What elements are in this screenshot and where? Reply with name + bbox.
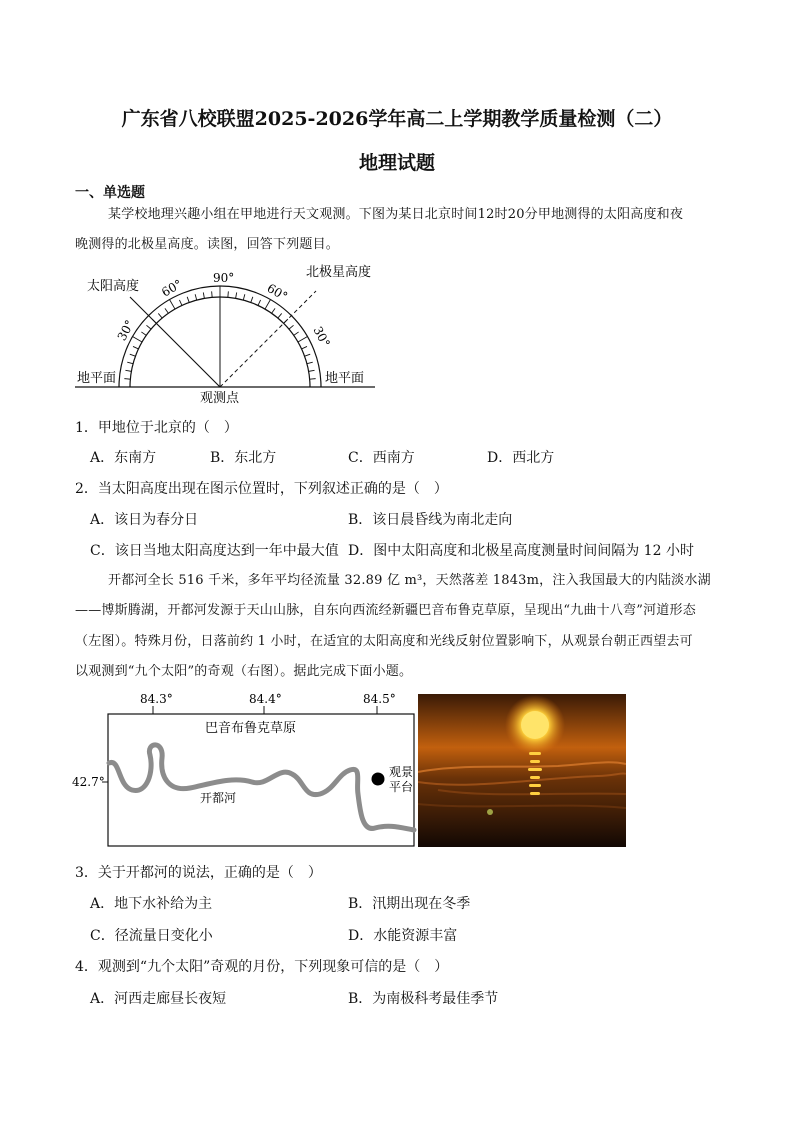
q2-option-d[interactable]: D．图中太阳高度和北极星高度测量时间间隔为 12 小时 <box>348 543 694 559</box>
intro2-line3: （左图）。特殊月份，日落前约 1 小时，在适宜的太阳高度和光线反射位置影响下，从观景台朝正西望去可 <box>75 634 693 649</box>
arc-tick <box>179 300 182 305</box>
arc-tick <box>170 300 176 310</box>
q2-option-c[interactable]: C．该日当地太阳高度达到一年中最大值 <box>90 543 339 559</box>
deg-30-left-label: 30° <box>114 317 138 343</box>
kaidu-river-map <box>72 690 418 850</box>
nine-suns-photo <box>418 694 626 847</box>
sun <box>521 711 549 739</box>
sun-altitude-label: 太阳高度 <box>87 279 140 294</box>
arc-tick <box>309 370 315 371</box>
arc-tick <box>265 300 271 310</box>
q1-option-a[interactable]: A．东南方 <box>90 450 157 466</box>
horizon-left-label: 地平面 <box>77 371 117 386</box>
arc-tick <box>251 297 253 303</box>
q4-stem: 4．观测到“九个太阳”奇观的月份，下列现象可信的是（ ） <box>75 959 449 975</box>
q3-option-a[interactable]: A．地下水补给为主 <box>90 896 213 912</box>
arc-tick <box>272 308 275 313</box>
q2-stem: 2．当太阳高度出现在图示位置时，下列叙述正确的是（ ） <box>75 481 448 497</box>
arc-tick <box>294 332 299 335</box>
q4-option-b[interactable]: B．为南极科考最佳季节 <box>348 991 499 1007</box>
arc-tick <box>125 370 131 371</box>
q1-stem: 1．甲地位于北京的（ ） <box>75 420 238 436</box>
arc-tick <box>158 313 162 318</box>
arc-tick <box>146 325 151 329</box>
page-title: 广东省八校联盟2025-2026学年高二上学期教学质量检测（二） <box>121 108 673 130</box>
river-label: 开都河 <box>200 791 237 805</box>
lon-84-5-label: 84.5° <box>363 692 396 706</box>
arc-tick <box>236 292 237 298</box>
deg-90-label: 90° <box>213 271 235 285</box>
arc-tick <box>124 379 130 380</box>
intro2-line2: ——博斯腾湖，开都河发源于天山山脉，自东向西流经新疆巴音布鲁克草原，呈现出“九曲十八弯”河道形态 <box>75 603 696 618</box>
q2-option-a[interactable]: A．该日为春分日 <box>90 512 199 528</box>
q4-option-a[interactable]: A．河西走廊昼长夜短 <box>90 991 227 1007</box>
arc-tick <box>310 379 316 380</box>
grassland-label: 巴音布鲁克草原 <box>205 721 297 736</box>
deg-60-left-label: 60° <box>159 276 185 300</box>
arc-tick <box>305 354 311 356</box>
section-heading: 一、单选题 <box>75 185 145 201</box>
page-subtitle: 地理试题 <box>358 152 435 174</box>
lon-84-4-label: 84.4° <box>249 692 282 706</box>
intro1-line1: 某学校地理兴趣小组在甲地进行天文观测。下图为某日北京时间12时20分甲地测得的太阳高度和夜 <box>108 207 684 222</box>
polaris-label: 北极星高度 <box>306 265 372 280</box>
arc-tick <box>228 291 229 297</box>
horizon-right-label: 地平面 <box>325 371 365 386</box>
observer-label: 观测点 <box>200 391 240 406</box>
arc-tick <box>130 354 136 356</box>
platform-label-1: 观景 <box>389 765 414 779</box>
intro2-line1: 开都河全长 516 千米，多年平均径流量 32.89 亿 m³，天然落差 1843m，注入我国最大的内陆淡水湖 <box>108 573 711 588</box>
arc-tick <box>195 294 197 300</box>
arc-tick <box>302 346 307 349</box>
arc-tick <box>258 300 261 305</box>
q1-option-d[interactable]: D．西北方 <box>487 450 555 466</box>
q3-stem: 3．关于开都河的说法，正确的是（ ） <box>75 865 322 881</box>
deg-30-right-label: 30° <box>310 324 333 350</box>
arc-tick <box>133 337 143 343</box>
q3-option-c[interactable]: C．径流量日变化小 <box>90 928 213 944</box>
arc-tick <box>289 325 294 329</box>
deg-60-right-label: 60° <box>264 280 291 304</box>
q1-option-b[interactable]: B．东北方 <box>210 450 277 466</box>
intro1-line2: 晚测得的北极星高度。读图，回答下列题目。 <box>75 237 340 252</box>
arc-tick <box>127 362 133 364</box>
arc-tick <box>212 291 213 297</box>
arc-tick <box>133 346 138 349</box>
sun-altitude-line <box>130 297 220 387</box>
arc-tick <box>203 292 204 298</box>
q1-option-c[interactable]: C．西南方 <box>348 450 415 466</box>
arc-tick <box>141 332 146 335</box>
lat-42-7-label: 42.7° <box>72 775 105 789</box>
arc-tick <box>278 313 282 318</box>
polaris-line <box>220 291 316 387</box>
viewing-platform-marker <box>372 773 385 786</box>
platform-label-2: 平台 <box>389 780 414 794</box>
intro2-line4: 以观测到“九个太阳”的奇观（右图）。据此完成下面小题。 <box>75 664 413 679</box>
altitude-diagram <box>70 262 390 407</box>
arc-tick <box>307 362 313 364</box>
q2-option-b[interactable]: B．该日晨昏线为南北走向 <box>348 512 513 528</box>
q3-option-d[interactable]: D．水能资源丰富 <box>348 928 458 944</box>
arc-tick <box>243 294 245 300</box>
arc-tick <box>298 337 308 343</box>
arc-tick <box>165 308 168 313</box>
arc-tick <box>187 297 189 303</box>
q3-option-b[interactable]: B．汛期出现在冬季 <box>348 896 471 912</box>
lon-84-3-label: 84.3° <box>140 692 173 706</box>
